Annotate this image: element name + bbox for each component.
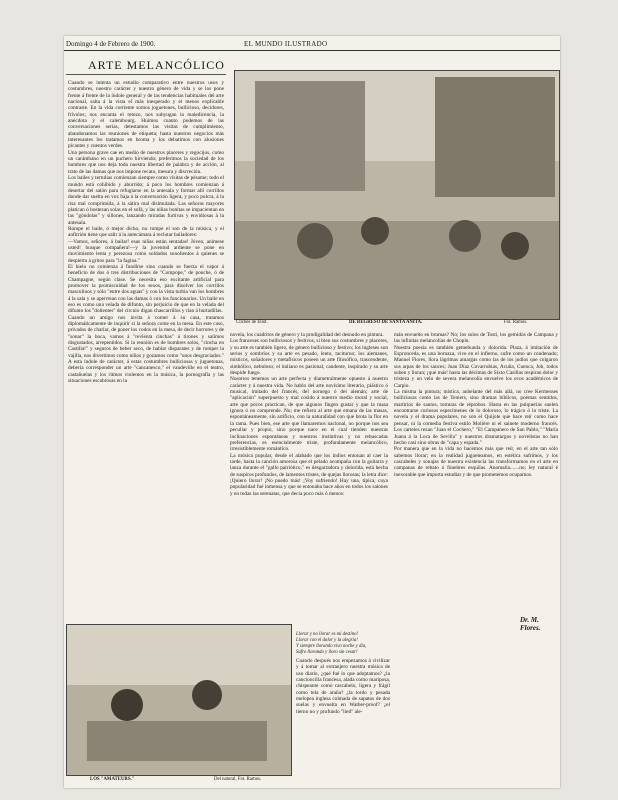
photo-de-regreso-de-santa-anita — [234, 70, 560, 320]
photo-los-amateurs — [66, 624, 292, 776]
newspaper-page — [64, 36, 560, 788]
top-photo-credit-right: Fot. Ramos. — [504, 320, 528, 325]
photo-placeholder — [235, 71, 559, 319]
top-photo-credit-left: Clichés de Eliot. — [236, 320, 268, 325]
article-title: ARTE MELANCÓLICO — [88, 58, 225, 72]
issue-date: Domingo 4 de Febrero de 1900. — [66, 40, 156, 48]
article-column-2b: Cuando después nos empezamos á civilizar y á tomar al extranjero nuestra música de uso diario, ¿qué fué lo que adoptamos? ¿la cancioncilla francesa, alada como mariposa, chispeante como cascabelo, ligera y frágil como tela de araña? ¿la tordo y pesada melopea inglesa colmada de sapatos de dos suelas y envuelta en Wather-proof? ¿el tierno no y profundo "lied" ale- — [296, 658, 390, 715]
photo-placeholder — [67, 625, 291, 775]
author-signature: Dr. M. Flores. — [520, 616, 541, 632]
article-column-2: novela, los cuadritos de género y la prodigalidad del desnudo en pintura. Los franceses son bulliciosos y festivos, si bien sus costumbres y placeres, y su arte es también ligero, de género bullicioso y festivo; los ingleses son serios y sombríos y su arte es pesado, lento, taciturno; los alemanes, místicos, soñadores y metafísicos poseen un arte filosófico, trascendente, simbólico, nebuloso; el italiano es pasional, candente, inspirado y su arte despide fuego. Nosotros tenemos un arte perfecta y diametralmente opuesto á nuestro carácter y á nuestra vida. No hablo del arte novísimo literario, plástico ó musical, imitado del francés, del noruego ó del alemán; arte de "aplicación" superpuesto y mal cosido á nuestro medio moral y social, arte que pocos practican, de que algunos fingen gustar y que la masa ignora ó no comprende. No; me refiero al arte que emana de las masas, espontáneamente, sin artificio, con la naturalidad con que brota la flor en la rama. Pues bien, ese arte que llamaremos nacional, no porque nos sea peculiar y propio, sino porque nace en el cual tienden nuestras inclinaciones espontáneas y nuestros instintivas y no rebuscadas preferencias, es esencialmente triste, profundamente melancólico, irresistiblemente romántico. La música popular, desde el alabado que los indios entonan al caer la tarde, hasta la canción amorosa que el pelado acompaña con la guitarra y lanza durante el "gallo patriótico," es desgarradora y dolorida, está hecha de suspiros profundos, de lamentos tristes, de quejas llorosas; la letra dice: ¡Quiero llorar! ¡No puedo más! ¡Voy sufriendo! Hay una, típica, cuya popularidad fué inmensa y que se entonaba hace años en todos los salones y en todas las serenatas, que decía poco más ó menos: — [230, 332, 388, 497]
header-rule — [64, 50, 560, 51]
title-rule — [66, 74, 226, 75]
bottom-photo-credit: Del natural, Fot. Ramos. — [214, 777, 262, 782]
page-header — [64, 38, 560, 50]
newspaper-name: EL MUNDO ILUSTRADO — [244, 40, 328, 48]
article-column-1: Cuando se intenta un estudio comparativo entre nuestros usos y costumbres, nuestro carácter y nuestro género de vida y se los pone frente á frente de la índole general y de las tendencias habituales del arte nacional, salta á la vista el más inesperado y el menos explicable contraste. En la vida corriente somos joguetones, bullicioso, decidores, frívolos; nos encanta el retozo, nos subyugan la maledicencia, la anécdota y el calembourg. Huimos cuanto podemos de las conversaciones serias, detestamos las visitas de cumplimiento, abandonamos las reuniones de etiqueta; hasta nuestros negocios más interesantes los tratamos en broma y los debatimos con alusiones picantes y cuentos verdes. Una persona grave cae en medio de nuestros placeres y regocijos, como un carámbano en un puchero hirviendo; preferimos la sociedad de los hombres que nos deja toda nuestra libertad de palabra y de acción, al trato de las damas que nos impone recato, mesura y discreción. Los bailes y tertulias comienzan siempre como visitas de pésame; todo el mundo está cohibido y aburrido; á poco los hombres comienzan á desertar del salón para refugiarse en la antesala y formar allí corrillos donde dar suelta en voz baja á la conversación ligera, y poco pulcra, á la risa mal comprimida, á la sátira mal disimulada. Las señoras mayores platican ó bostezan solas en el sofá, y las niñas bonitas se impacientan en las "góndolas" y sillones, lanzando miradas furtivas y envidiosas á la antesala. Rompe el baile, ó mejor dicho, no rompe el son de la música, y el anfitrión tiene que salir á la antecámara á reclutar bailadores: —Vamos, señores, á bailar! esas niñas están sentadas! Jóven, animese usted! busque compañera!—y la juventud ardiente se pone en movimiento lenta y perezosa como soldados sonolientos á quienes se despierta á gritos para "la fagina." El hielo no comienza á fundirse sino cuando se fuerza el vapor á beneficio de dos ó tres distribuciones de "Compope," de ponche, ó de Champagne, según clase. Se necesita eso excitante artificial para promover la promiscuidad de los sexos, para disolver los corrillos masculinos y sólo "entre dos aguas" y con la vista turbia van los hombres á la sala y se aperrrean con las damas ó con los funcionarios. Un baile en eso es como una velada de difunto, sin perjuicio de que en la velada del difunto los "dolientes" del círculo digan chascarrillos y rían á hurtadillas. Cuando un amigo nos invita á comer á su casa, tratamos diplomáticamente de inquirir si la señora come en la mesa. En este caso, privados de charlar, de poner los codos en la mesa, de decir horrores y de "sonar" la boca, vamos á "revienta cinchas" á tirones y salimos disgustados, arrepentidos. Si la reunión es de hombres solos, "cincha en Castilla!" y seguros de beber seco, de hablar disparates y de romper la vajilla, nos divertimos como niños y gozamos como "unos desgraciados." A esta índole de carácter, á estas costumbres bulliciosas y juguetonas, debería corresponder un arte "cancanesco," el vaudeville en el teatro, castañuelas y los ritmos violentos en la música, la pornografía y las situaciones escabrosas en la — [68, 80, 224, 385]
poem-quote: Llorar y no llorar es mi destino! Llorar con el dolor y la alegría! Y siempre llorando vivo noche y día, Sufro llorando y lloro sin cesar! — [296, 632, 367, 655]
top-photo-title: DE REGRESO DE SANTA ANITA. — [349, 320, 423, 325]
bottom-photo-title: LOS "AMATEURS." — [90, 777, 135, 782]
article-column-3: mán envuelto en brumas? No; los solos de Tosti, los gemidos de Campana y las infinitas melancolías de Chopin. Nuestra poesía es también gemebunda y dolorida. Plaza, á imitación de Espronceda, es una hornaza, vive en el infierno, sufre como un condenado; Manuel Flores, llora lágrimas amargas como las de los judíos que colgaron sus arpas de los sauces; Juan Díaz Covarrubias, Acuña, Cuenca, Job, todos suben y lloran; ¡qué más! hasta las décimas de Sixto Casillas respiran dolor y tristeza y un velo de severa melancolía envuelve los ecos académicos de Carpio. La misma la pintura; mística, anhelante del más allá, no cree Kermesses bulliciosas como las de Teniers, sino dramas bíblicos, poemas sentidos, martirios de santos, torturas de réprobos. Hasta en las pulquerías suelen encontrarse curiosos especímenes de lo doloroso, lo trágico ó lo triste. La novela y el drama populares, no son el Quijote que hace reír como hace pensar, ni la comedia festiva estilo Molière ni el sainete moderno francés. Los carteles rezan "Juan el Cochero," "El Campanero de San Pablo," "María Juana á la Loca de Sevilla" y nuestros dramaturgos y novelistas no han hecho casi sino obras de "capa y espada." Por manera que en la vida no hacemos más que reír, en el arte tan sólo sabemos llorar; en la realidad jugueteamos, en estética sufrimos, y los cascabeles y sonajas de nuestra existencia las transformamos en el arte en campanas de rebato ó fúnebres esquilas. Anomalía.......no; ley natural é inexorable que importa estudiar y de que prometemos ocuparnos. — [394, 332, 558, 478]
